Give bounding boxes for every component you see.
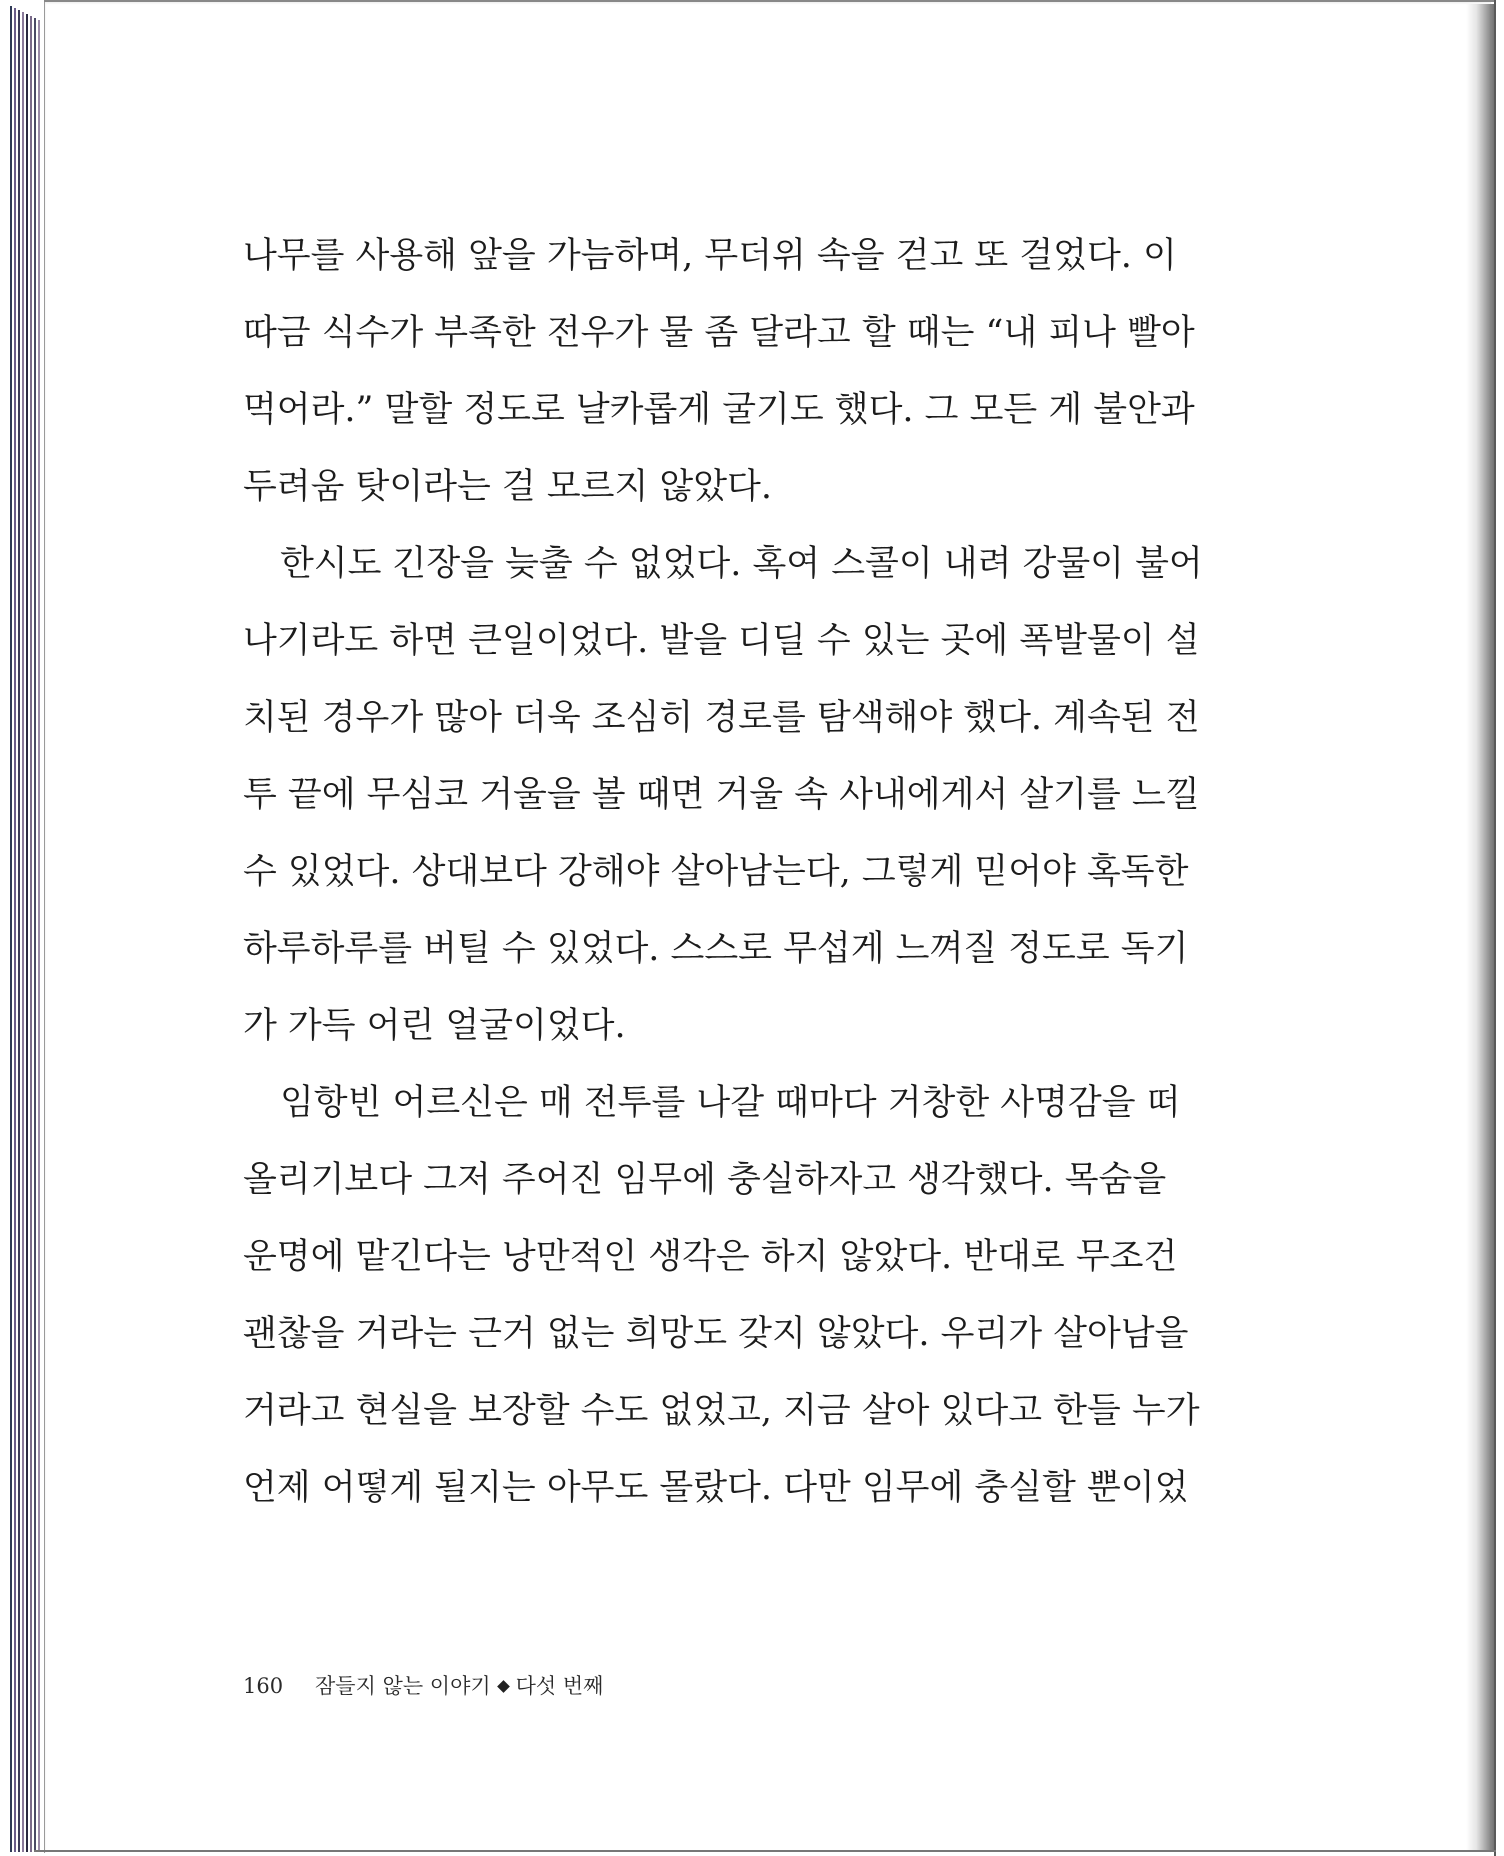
text-line: 수 있었다. 상대보다 강해야 살아남는다, 그렇게 믿어야 혹독한 (243, 852, 1189, 892)
paragraph (243, 526, 1203, 1065)
page-edge-line (22, 12, 24, 1852)
text-line: 치된 경우가 많아 더욱 조심히 경로를 탐색해야 했다. 계속된 전 (243, 698, 1200, 738)
diamond-separator-icon (497, 1680, 510, 1693)
text-line: 거라고 현실을 보장할 수도 없었고, 지금 살아 있다고 한들 누가 (243, 1391, 1200, 1431)
running-footer (243, 1670, 603, 1700)
text-line: 올리기보다 그저 주어진 임무에 충실하자고 생각했다. 목숨을 (243, 1160, 1167, 1200)
page-edge-line (10, 6, 12, 1852)
page-right-edge (1494, 0, 1496, 1856)
page-right-shadow (1466, 4, 1496, 1850)
text-line: 투 끝에 무심코 거울을 볼 때면 거울 속 사내에게서 살기를 느낄 (243, 775, 1200, 815)
page-edge-line (38, 20, 40, 1852)
text-line: 한시도 긴장을 늦출 수 없었다. 혹여 스콜이 내려 강물이 불어 (280, 544, 1203, 584)
paragraph (243, 1065, 1200, 1527)
text-line: 하루하루를 버틸 수 있었다. 스스로 무섭게 느껴질 정도로 독기 (243, 929, 1189, 969)
page-top-edge (44, 0, 1496, 2)
body-text (243, 218, 1203, 1527)
text-line: 가 가득 어린 얼굴이었다. (243, 1006, 626, 1046)
text-line: 나무를 사용해 앞을 가늠하며, 무더위 속을 걷고 또 걸었다. 이 (243, 236, 1177, 276)
text-line: 나기라도 하면 큰일이었다. 발을 디딜 수 있는 곳에 폭발물이 설 (243, 621, 1200, 661)
text-line: 운명에 맡긴다는 낭만적인 생각은 하지 않았다. 반대로 무조건 (243, 1237, 1178, 1277)
text-line: 언제 어떻게 될지는 아무도 몰랐다. 다만 임무에 충실할 뿐이었 (243, 1468, 1189, 1508)
page-edge-line (34, 18, 36, 1852)
book-title: 잠들지 않는 이야기 (315, 1674, 491, 1698)
text-line: 먹어라.” 말할 정도로 날카롭게 굴기도 했다. 그 모든 게 불안과 (243, 390, 1195, 430)
text-line: 따금 식수가 부족한 전우가 물 좀 달라고 할 때는 “내 피나 빨아 (243, 313, 1195, 353)
page-edge-line (18, 10, 20, 1852)
text-line: 두려움 탓이라는 걸 모르지 않았다. (243, 467, 772, 507)
page-edge-line (14, 8, 16, 1852)
page-edge-line (30, 16, 32, 1852)
text-line: 괜찮을 거라는 근거 없는 희망도 갖지 않았다. 우리가 살아남을 (243, 1314, 1189, 1354)
text-line: 임항빈 어르신은 매 전투를 나갈 때마다 거창한 사명감을 떠 (280, 1083, 1181, 1123)
section-label: 다섯 번째 (515, 1674, 604, 1698)
page-number: 160 (243, 1674, 284, 1698)
page-bottom-edge (34, 1850, 1496, 1852)
page-edge-line (26, 14, 28, 1852)
paragraph (243, 218, 1195, 526)
